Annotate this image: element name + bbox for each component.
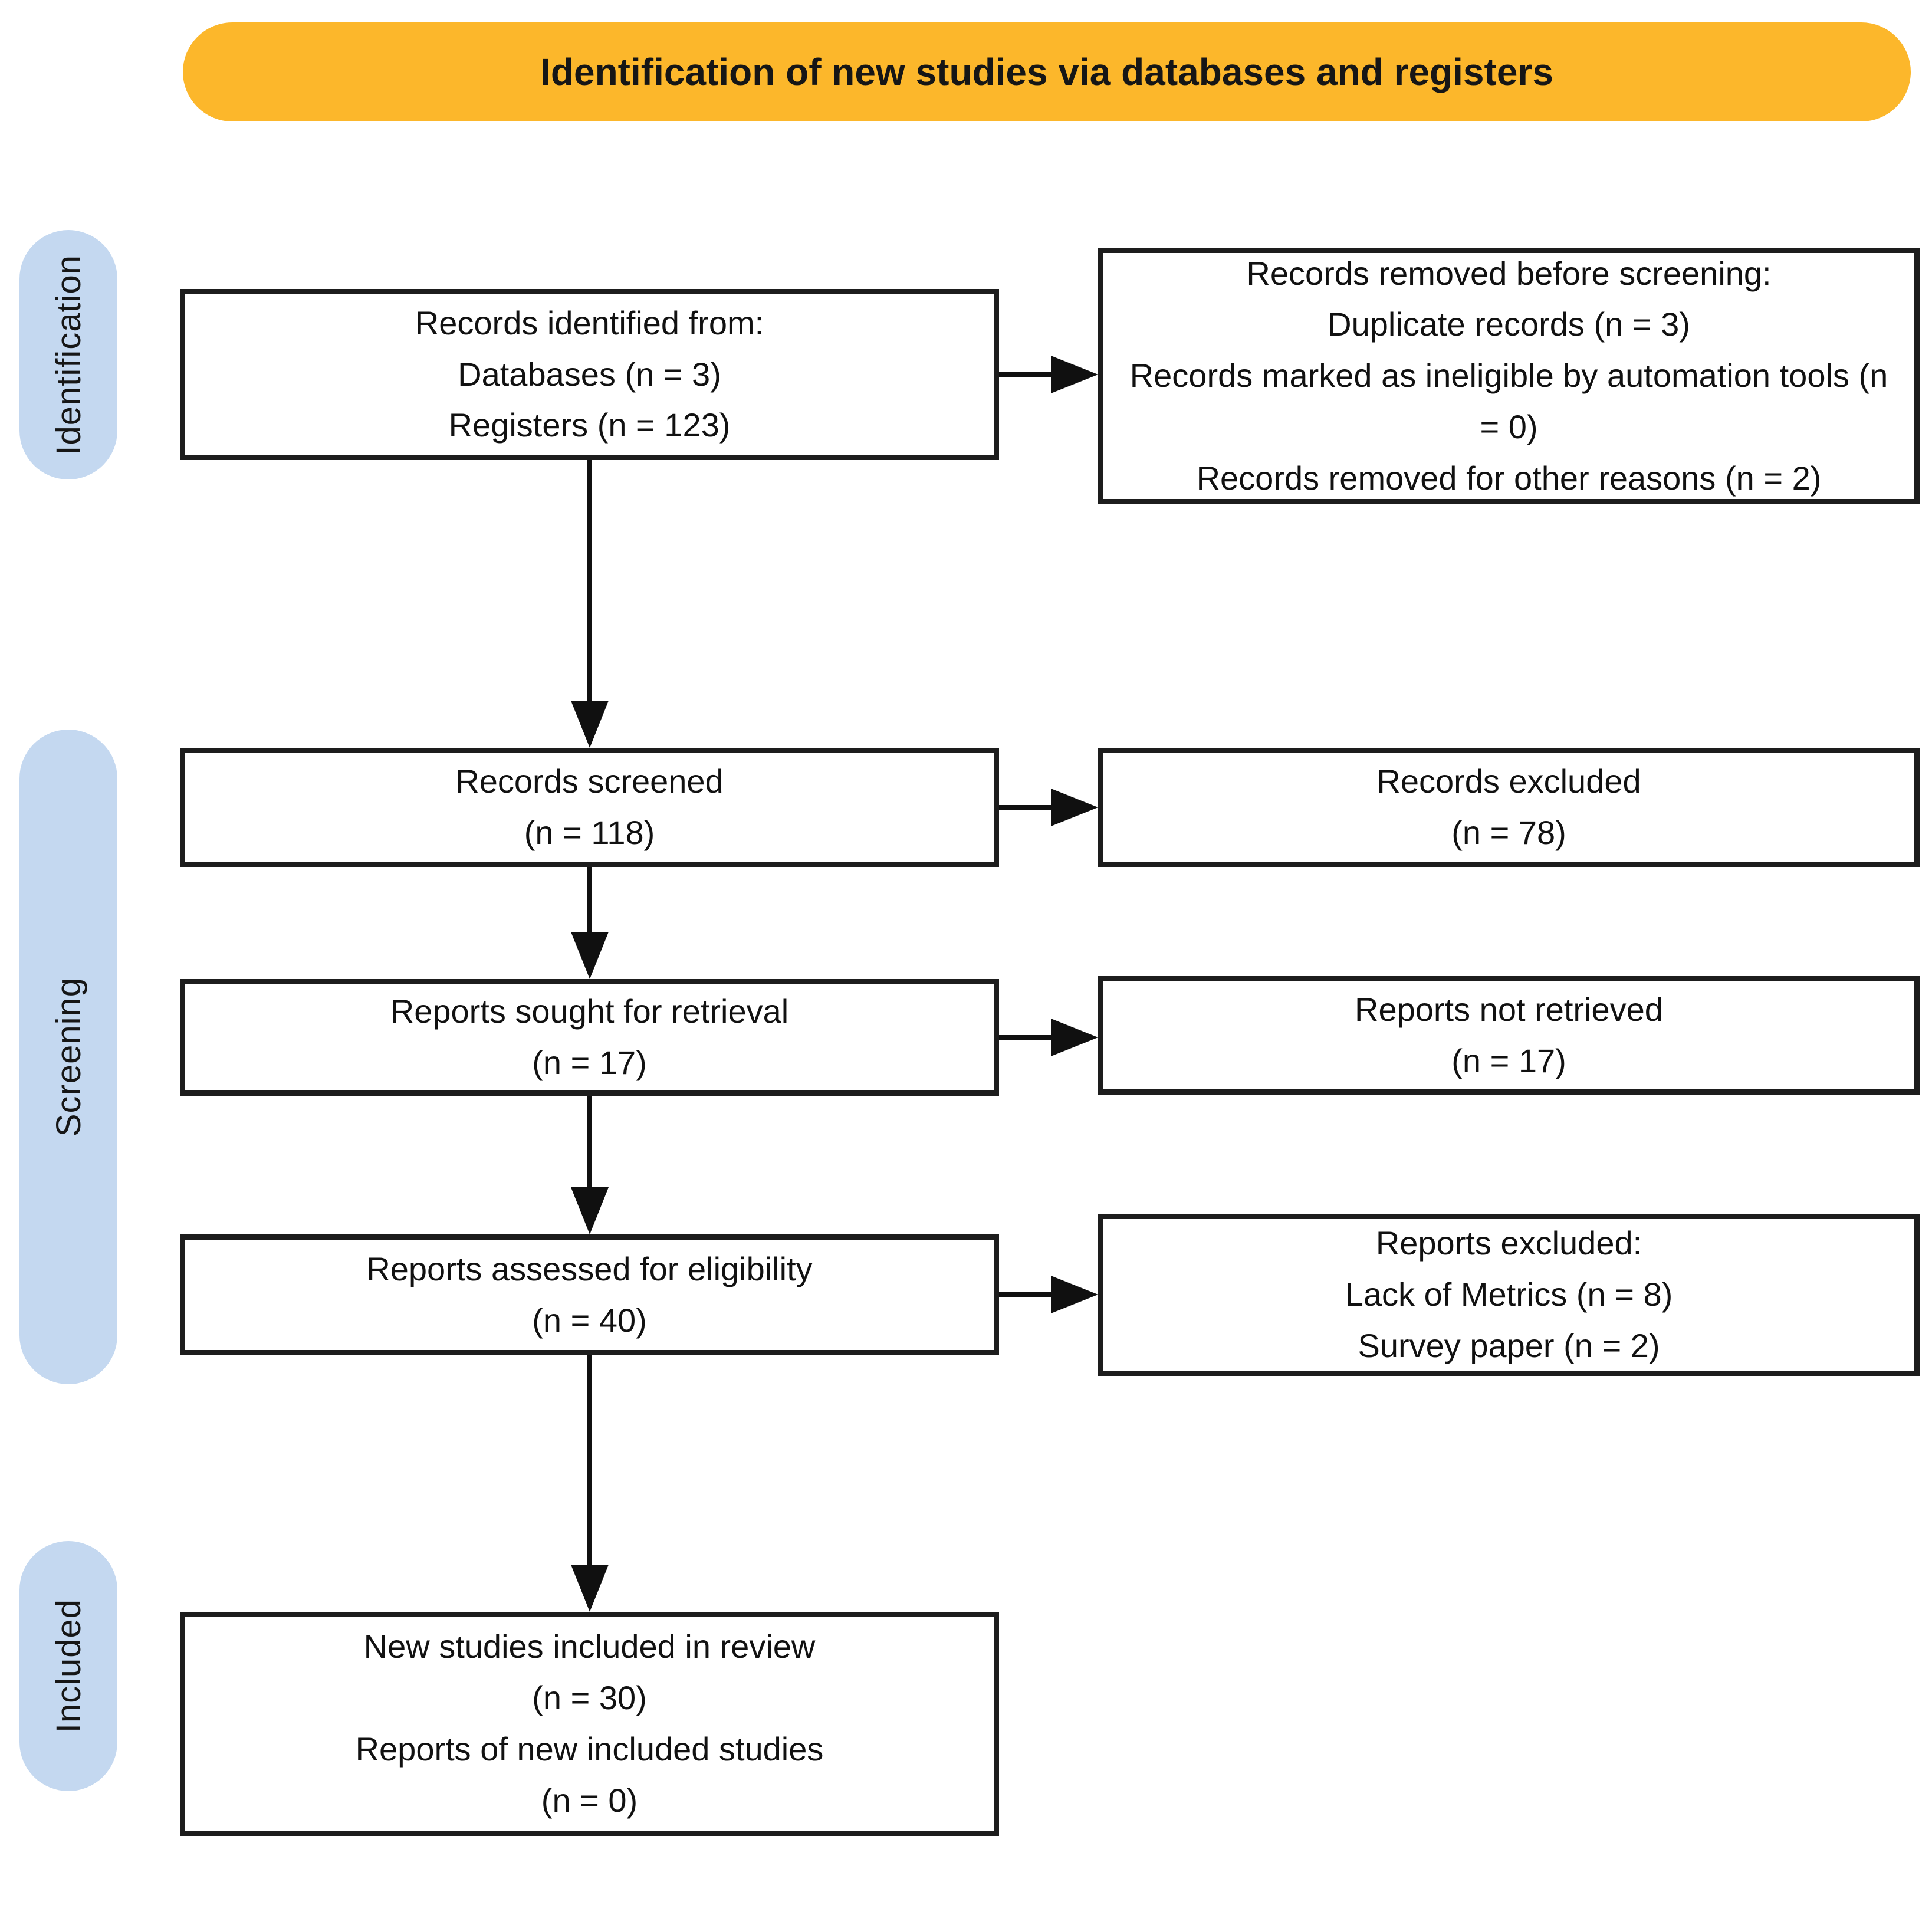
box-line: (n = 40) [532, 1301, 647, 1339]
box-line: (n = 17) [532, 1044, 647, 1081]
arrow-down-assessed-to-included [587, 1355, 592, 1565]
arrow-right-sought-to-notretrieved [999, 1035, 1051, 1040]
box-line: Reports assessed for eligibility [366, 1250, 813, 1287]
box-records-screened [180, 748, 999, 867]
box-line: Duplicate records (n = 3) [1328, 305, 1690, 343]
arrow-right-identified-to-removed [999, 372, 1051, 377]
box-line: Records removed for other reasons (n = 2) [1196, 459, 1822, 497]
box-line: Reports not retrieved [1355, 990, 1663, 1028]
arrowhead-right-icon [1051, 1276, 1098, 1313]
arrow-down-sought-to-assessed [587, 1096, 592, 1187]
box-line: Records excluded [1376, 763, 1641, 800]
arrow-down-identified-to-screened [587, 460, 592, 701]
box-line: Reports of new included studies [355, 1730, 824, 1768]
box-line: Registers (n = 123) [448, 406, 731, 444]
arrow-right-assessed-to-reportsexcluded [999, 1292, 1051, 1297]
box-line: Records screened [455, 763, 724, 800]
box-line: (n = 30) [532, 1679, 647, 1717]
stage-pill-identification [19, 230, 117, 479]
arrowhead-down-icon [571, 1187, 609, 1234]
box-reports-assessed [180, 1234, 999, 1355]
arrowhead-right-icon [1051, 356, 1098, 393]
box-line: (n = 0) [541, 1781, 638, 1819]
arrowhead-down-icon [571, 701, 609, 748]
box-line: Databases (n = 3) [458, 355, 721, 393]
box-line: Reports sought for retrieval [390, 993, 789, 1030]
stage-pill-included [19, 1541, 117, 1791]
box-line: Records marked as ineligible by automation tools (n = 0) [1129, 357, 1888, 445]
box-line: Reports excluded: [1375, 1224, 1642, 1262]
box-line: Records removed before screening: [1246, 254, 1772, 292]
box-reports-sought [180, 979, 999, 1096]
arrowhead-right-icon [1051, 1019, 1098, 1056]
stage-pill-screening [19, 730, 117, 1384]
title-banner [183, 22, 1911, 121]
box-line: Survey paper (n = 2) [1358, 1326, 1660, 1364]
box-line: Lack of Metrics (n = 8) [1345, 1276, 1673, 1313]
arrowhead-down-icon [571, 1565, 609, 1612]
box-reports-not-retrieved [1098, 976, 1920, 1095]
arrow-right-screened-to-excluded [999, 805, 1051, 810]
arrowhead-down-icon [571, 932, 609, 979]
stage-pill-screening-label: Screening [49, 977, 88, 1137]
arrowhead-right-icon [1051, 789, 1098, 826]
box-reports-excluded [1098, 1214, 1920, 1376]
arrow-down-screened-to-sought [587, 867, 592, 932]
title-banner-label: Identification of new studies via databases and registers [540, 51, 1553, 93]
stage-pill-included-label: Included [49, 1599, 88, 1733]
box-line: New studies included in review [363, 1628, 816, 1666]
box-records-removed-before-screening [1098, 248, 1920, 504]
box-records-identified [180, 289, 999, 460]
box-new-studies-included [180, 1612, 999, 1836]
box-line: (n = 118) [524, 814, 655, 851]
box-records-excluded [1098, 748, 1920, 867]
stage-pill-identification-label: Identification [49, 254, 88, 455]
box-line: (n = 17) [1451, 1042, 1566, 1079]
box-line: Records identified from: [415, 304, 764, 341]
box-line: (n = 78) [1451, 814, 1566, 851]
